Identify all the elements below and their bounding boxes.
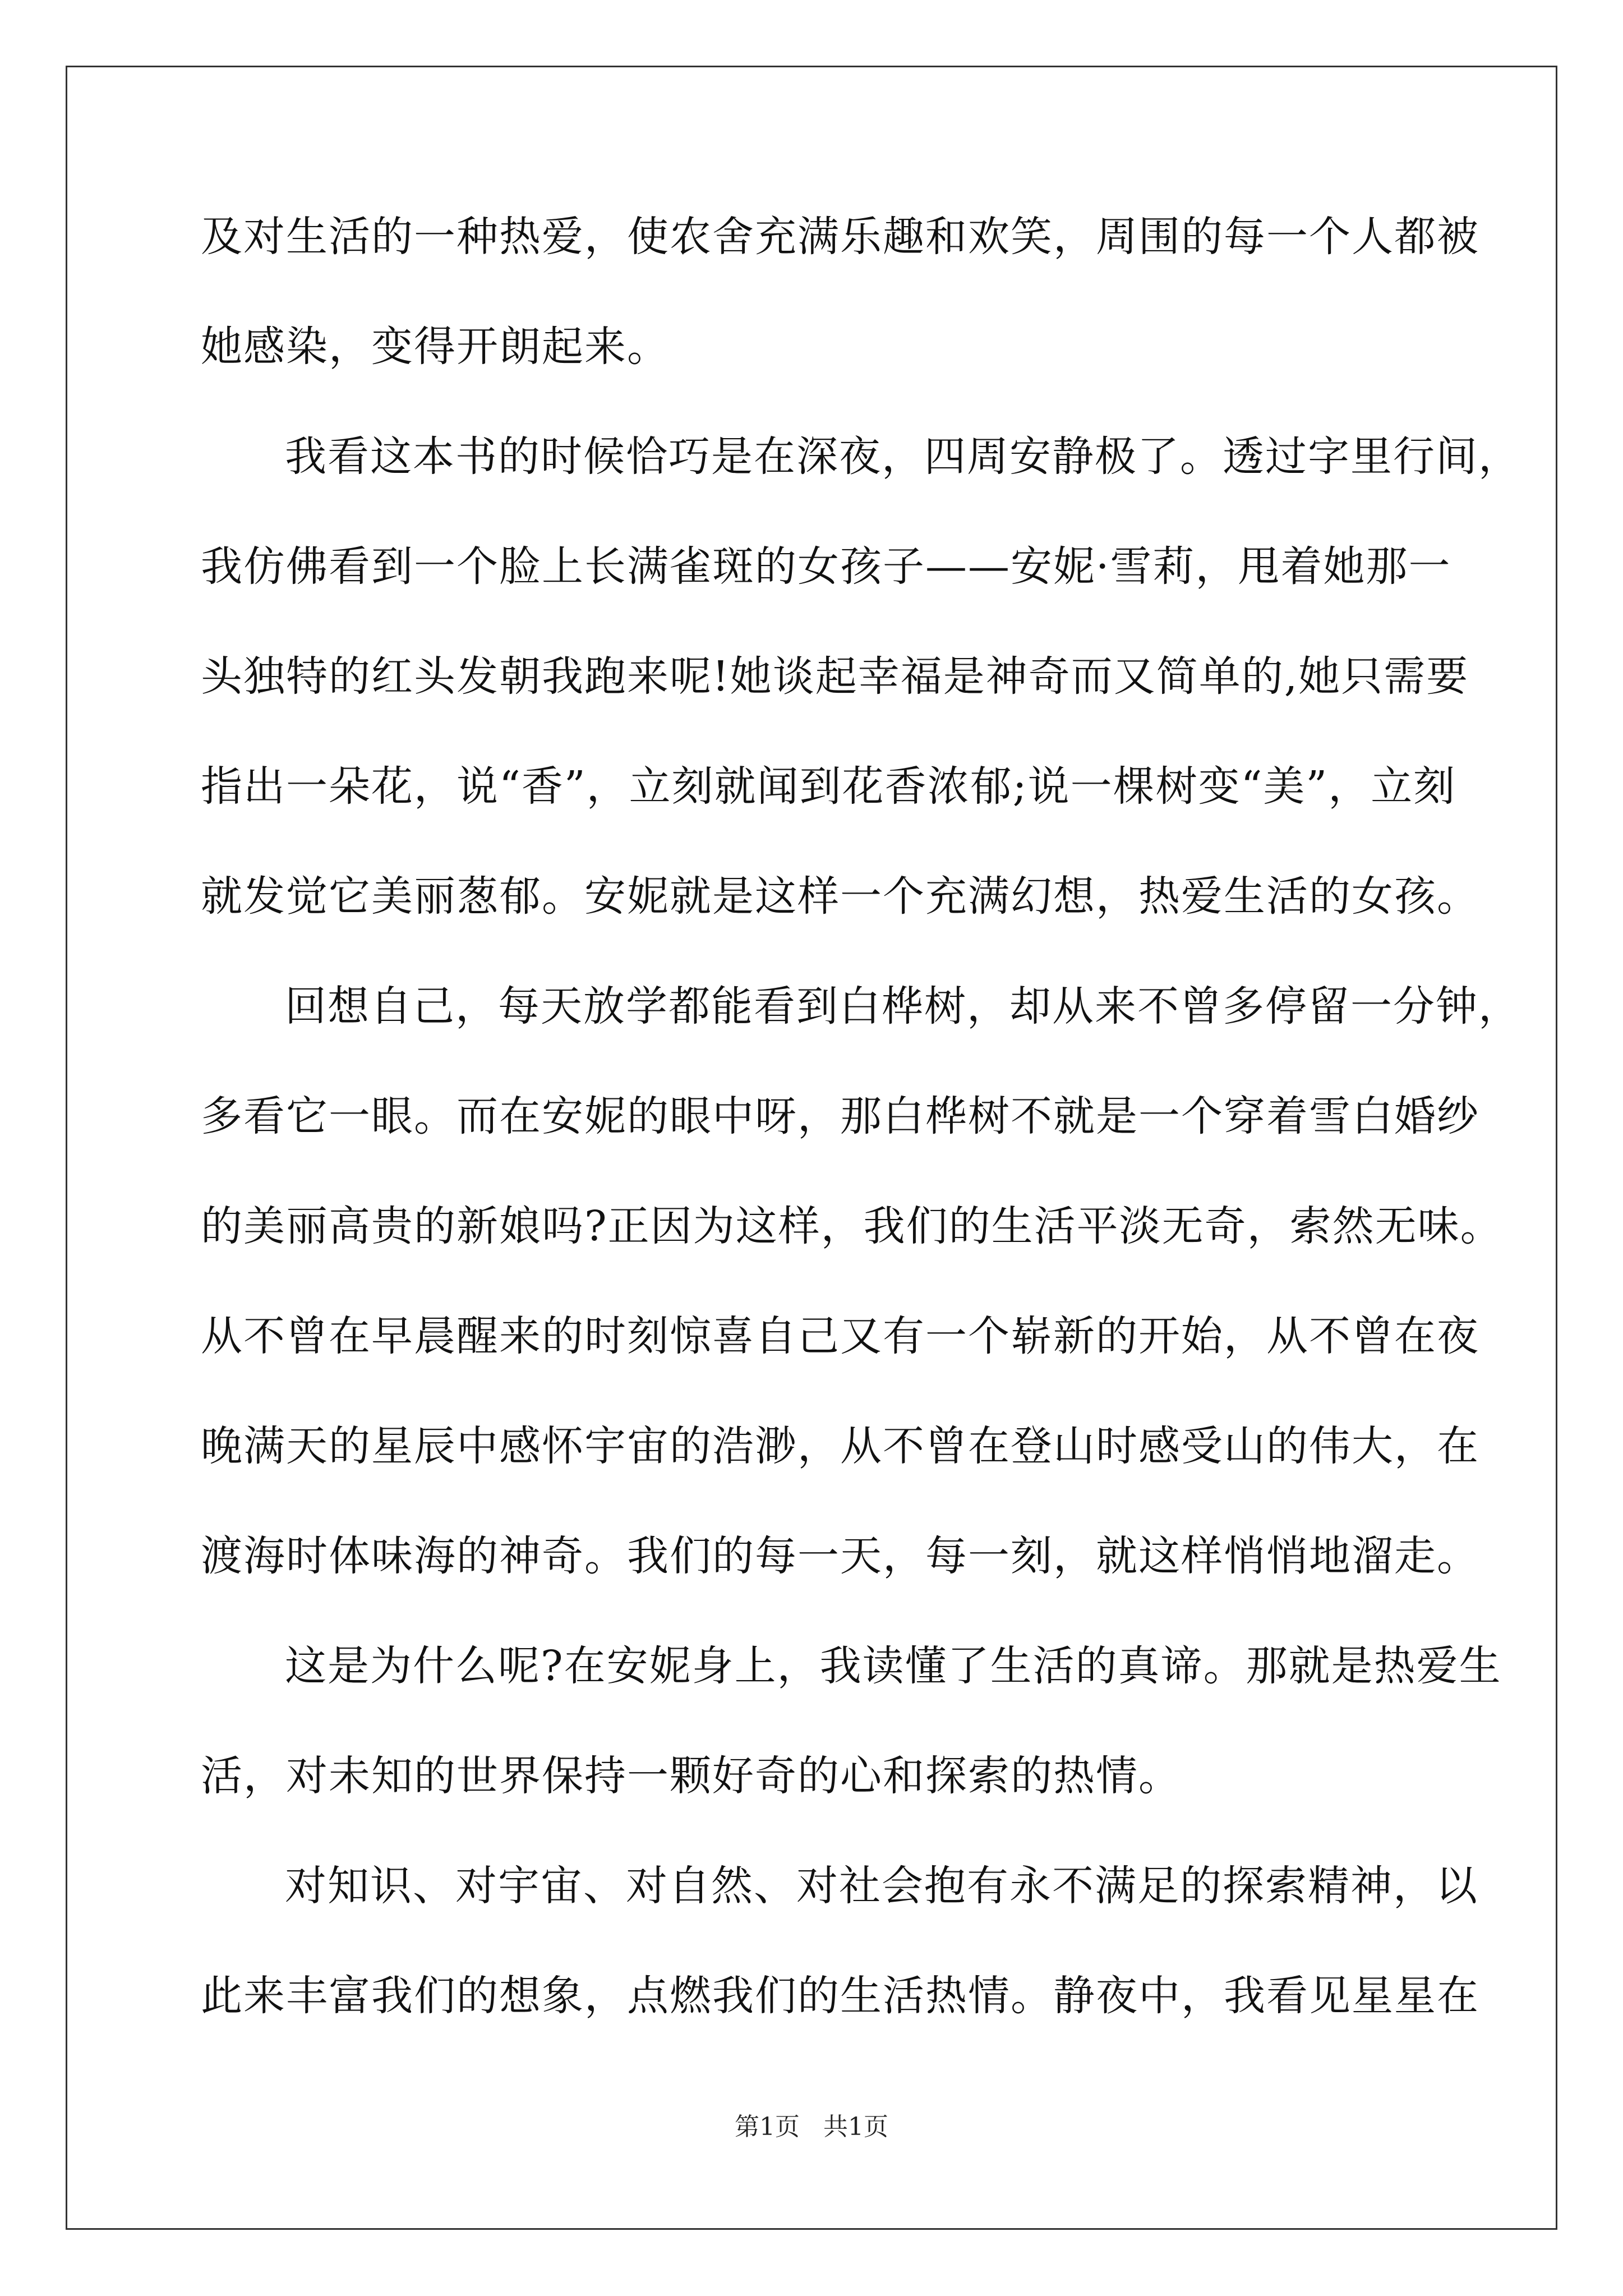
text-line: 从不曾在早晨醒来的时刻惊喜自己又有一个崭新的开始，从不曾在夜 bbox=[201, 1312, 1479, 1360]
text-line: 渡海时体味海的神奇。我们的每一天，每一刻，就这样悄悄地溜走。 bbox=[201, 1532, 1479, 1580]
text-line: 对知识、对宇宙、对自然、对社会抱有永不满足的探索精神，以 bbox=[285, 1862, 1478, 1910]
text-line: 此来丰富我们的想象，点燃我们的生活热情。静夜中，我看见星星在 bbox=[201, 1972, 1479, 2020]
text-line: 这是为什么呢?在安妮身上，我读懂了生活的真谛。那就是热爱生 bbox=[285, 1642, 1502, 1690]
text-line: 回想自己，每天放学都能看到白桦树，却从来不曾多停留一分钟， bbox=[285, 982, 1521, 1030]
text-line: 头独特的红头发朝我跑来呢!她谈起幸福是神奇而又简单的,她只需要 bbox=[201, 652, 1469, 701]
text-line: 晚满天的星辰中感怀宇宙的浩渺，从不曾在登山时感受山的伟大，在 bbox=[201, 1422, 1479, 1470]
text-line: 她感染，变得开朗起来。 bbox=[201, 323, 670, 371]
text-line: 就发觉它美丽葱郁。安妮就是这样一个充满幻想，热爱生活的女孩。 bbox=[201, 872, 1479, 921]
text-line: 指出一朵花，说“香”，立刻就闻到花香浓郁;说一棵树变“美”，立刻 bbox=[201, 762, 1456, 811]
text-line: 的美丽高贵的新娘吗?正因为这样，我们的生活平淡无奇，索然无味。 bbox=[201, 1202, 1503, 1250]
page-footer: 第1页 共1页 bbox=[735, 2113, 888, 2141]
text-line: 及对生活的一种热爱，使农舍充满乐趣和欢笑，周围的每一个人都被 bbox=[201, 213, 1479, 261]
text-line: 我仿佛看到一个脸上长满雀斑的女孩子——安妮·雪莉，甩着她那一 bbox=[201, 542, 1451, 591]
document-body bbox=[201, 203, 1521, 2072]
text-line: 活，对未知的世界保持一颗好奇的心和探索的热情。 bbox=[201, 1752, 1181, 1800]
text-line: 我看这本书的时候恰巧是在深夜，四周安静极了。透过字里行间， bbox=[285, 432, 1521, 481]
text-line: 多看它一眼。而在安妮的眼中呀，那白桦树不就是一个穿着雪白婚纱 bbox=[201, 1092, 1479, 1140]
